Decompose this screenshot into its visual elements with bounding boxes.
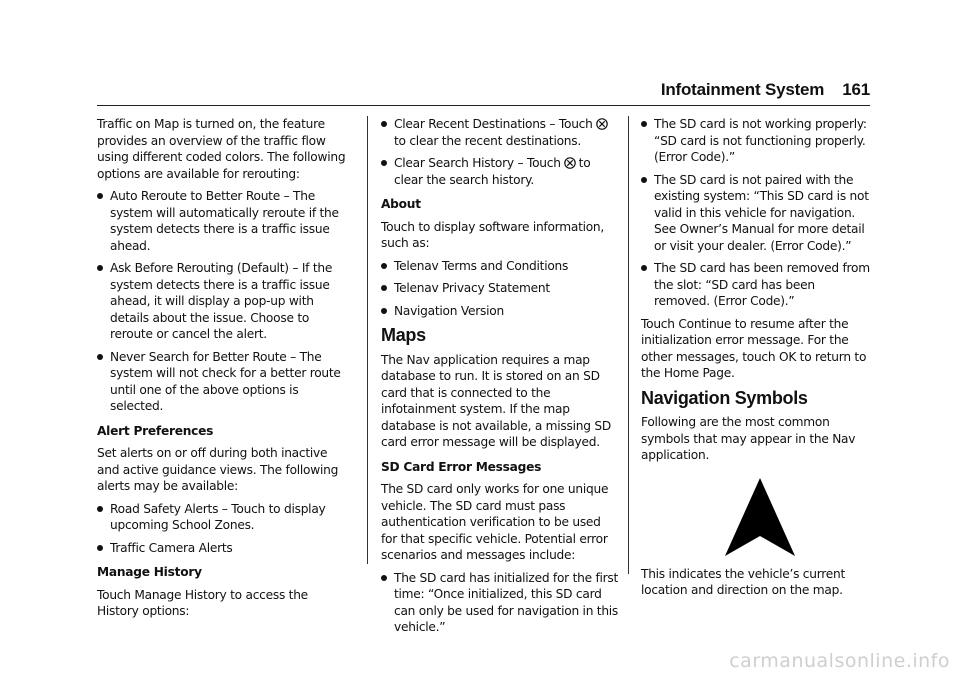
bullet bbox=[381, 308, 387, 314]
list-item: Telenav Privacy Statement bbox=[381, 280, 619, 297]
list-item: Telenav Terms and Conditions bbox=[381, 258, 619, 275]
bullet bbox=[381, 121, 387, 127]
sd-error-list bbox=[381, 570, 619, 636]
list-item: The SD card has been removed from the slot: “SD card has been removed. (Error Code).” bbox=[641, 260, 873, 310]
section-title: Infotainment System bbox=[660, 80, 825, 99]
paragraph: Traffic on Map is turned on, the feature provides an overview of the traffic flow using different coded colors. The following options are available for rerouting: bbox=[97, 117, 346, 181]
vehicle-arrow-icon bbox=[723, 476, 797, 558]
watermark: carmanualsonline.info bbox=[729, 650, 950, 672]
sd-error-list-continued bbox=[641, 116, 873, 310]
paragraph: Set alerts on or off during both inactive and active guidance views. The following alerts may be available: bbox=[97, 446, 339, 493]
bullet bbox=[381, 285, 387, 291]
column-3 bbox=[641, 116, 873, 605]
list-item: Road Safety Alerts – Touch to display upcoming School Zones. bbox=[97, 501, 352, 534]
column-divider bbox=[367, 116, 368, 564]
section-heading: Navigation Symbols bbox=[641, 387, 808, 408]
bullet bbox=[381, 160, 387, 166]
circle-x-icon bbox=[596, 118, 608, 130]
list-item: Auto Reroute to Better Route – The system will automatically reroute if the system detects there is a traffic issue ahead. bbox=[97, 188, 352, 254]
column-1 bbox=[97, 116, 352, 626]
list-item: Clear Search History – Touch to clear the search history. bbox=[381, 155, 619, 188]
bullet bbox=[97, 545, 103, 551]
paragraph: Touch Manage History to access the History options: bbox=[97, 587, 308, 618]
bullet bbox=[97, 506, 103, 512]
header-rule bbox=[97, 105, 870, 106]
alerts-list bbox=[97, 501, 352, 557]
bullet bbox=[641, 177, 647, 183]
paragraph: Touch to display software information, such as: bbox=[381, 219, 605, 250]
list-item: Traffic Camera Alerts bbox=[97, 540, 352, 557]
bullet bbox=[97, 193, 103, 199]
column-2 bbox=[381, 116, 619, 642]
list-item: Ask Before Rerouting (Default) – If the system detects there is a traffic issue ahead, it will display a pop-up with details about the issue. Choose to reroute or cancel the alert. bbox=[97, 260, 352, 343]
paragraph: Touch Continue to resume after the initialization error message. For the other messages, touch OK to return to the Home Page. bbox=[641, 316, 867, 380]
paragraph: The SD card only works for one unique vehicle. The SD card must pass authentication verification to be used for that specific vehicle. Potential error scenarios and messages include: bbox=[381, 482, 609, 562]
bullet bbox=[641, 121, 647, 127]
paragraph: This indicates the vehicle’s current location and direction on the map. bbox=[641, 566, 846, 597]
history-list bbox=[381, 116, 619, 188]
paragraph: The Nav application requires a map database to run. It is stored on an SD card that is connected to the infotainment system. If the map database is not available, a missing SD card error message will be displayed. bbox=[381, 352, 611, 449]
section-heading: Maps bbox=[381, 325, 426, 345]
bullet bbox=[97, 265, 103, 271]
bullet bbox=[641, 265, 647, 271]
list-item: Clear Recent Destinations – Touchto clear the recent destinations. bbox=[381, 116, 619, 149]
list-item: The SD card is not working properly: “SD card is not functioning properly. (Error Code).” bbox=[641, 116, 873, 166]
page-number: 161 bbox=[842, 80, 870, 99]
list-item: Never Search for Better Route – The system will not check for a better route until one of the above options is selected. bbox=[97, 349, 352, 415]
list-item: The SD card has initialized for the first time: “Once initialized, this SD card can only be used for navigation in this vehicle.” bbox=[381, 570, 619, 636]
list-item: Navigation Version bbox=[381, 303, 619, 320]
bullet bbox=[381, 575, 387, 581]
column-divider bbox=[628, 116, 629, 574]
paragraph: Following are the most common symbols that may appear in the Nav application. bbox=[641, 415, 856, 462]
subheading: SD Card Error Messages bbox=[381, 459, 542, 474]
subheading: Alert Preferences bbox=[97, 423, 214, 438]
circle-x-icon bbox=[564, 157, 576, 169]
bullet bbox=[381, 263, 387, 269]
reroute-list bbox=[97, 188, 352, 415]
bullet bbox=[97, 354, 103, 360]
subheading: Manage History bbox=[97, 565, 202, 579]
subheading: About bbox=[381, 197, 421, 211]
list-item: The SD card is not paired with the existing system: “This SD card is not valid in this vehicle for navigation. See Owner’s Manual for more detail or visit your dealer. (Error Code).” bbox=[641, 172, 873, 255]
page-header bbox=[661, 80, 870, 100]
about-list bbox=[381, 258, 619, 320]
